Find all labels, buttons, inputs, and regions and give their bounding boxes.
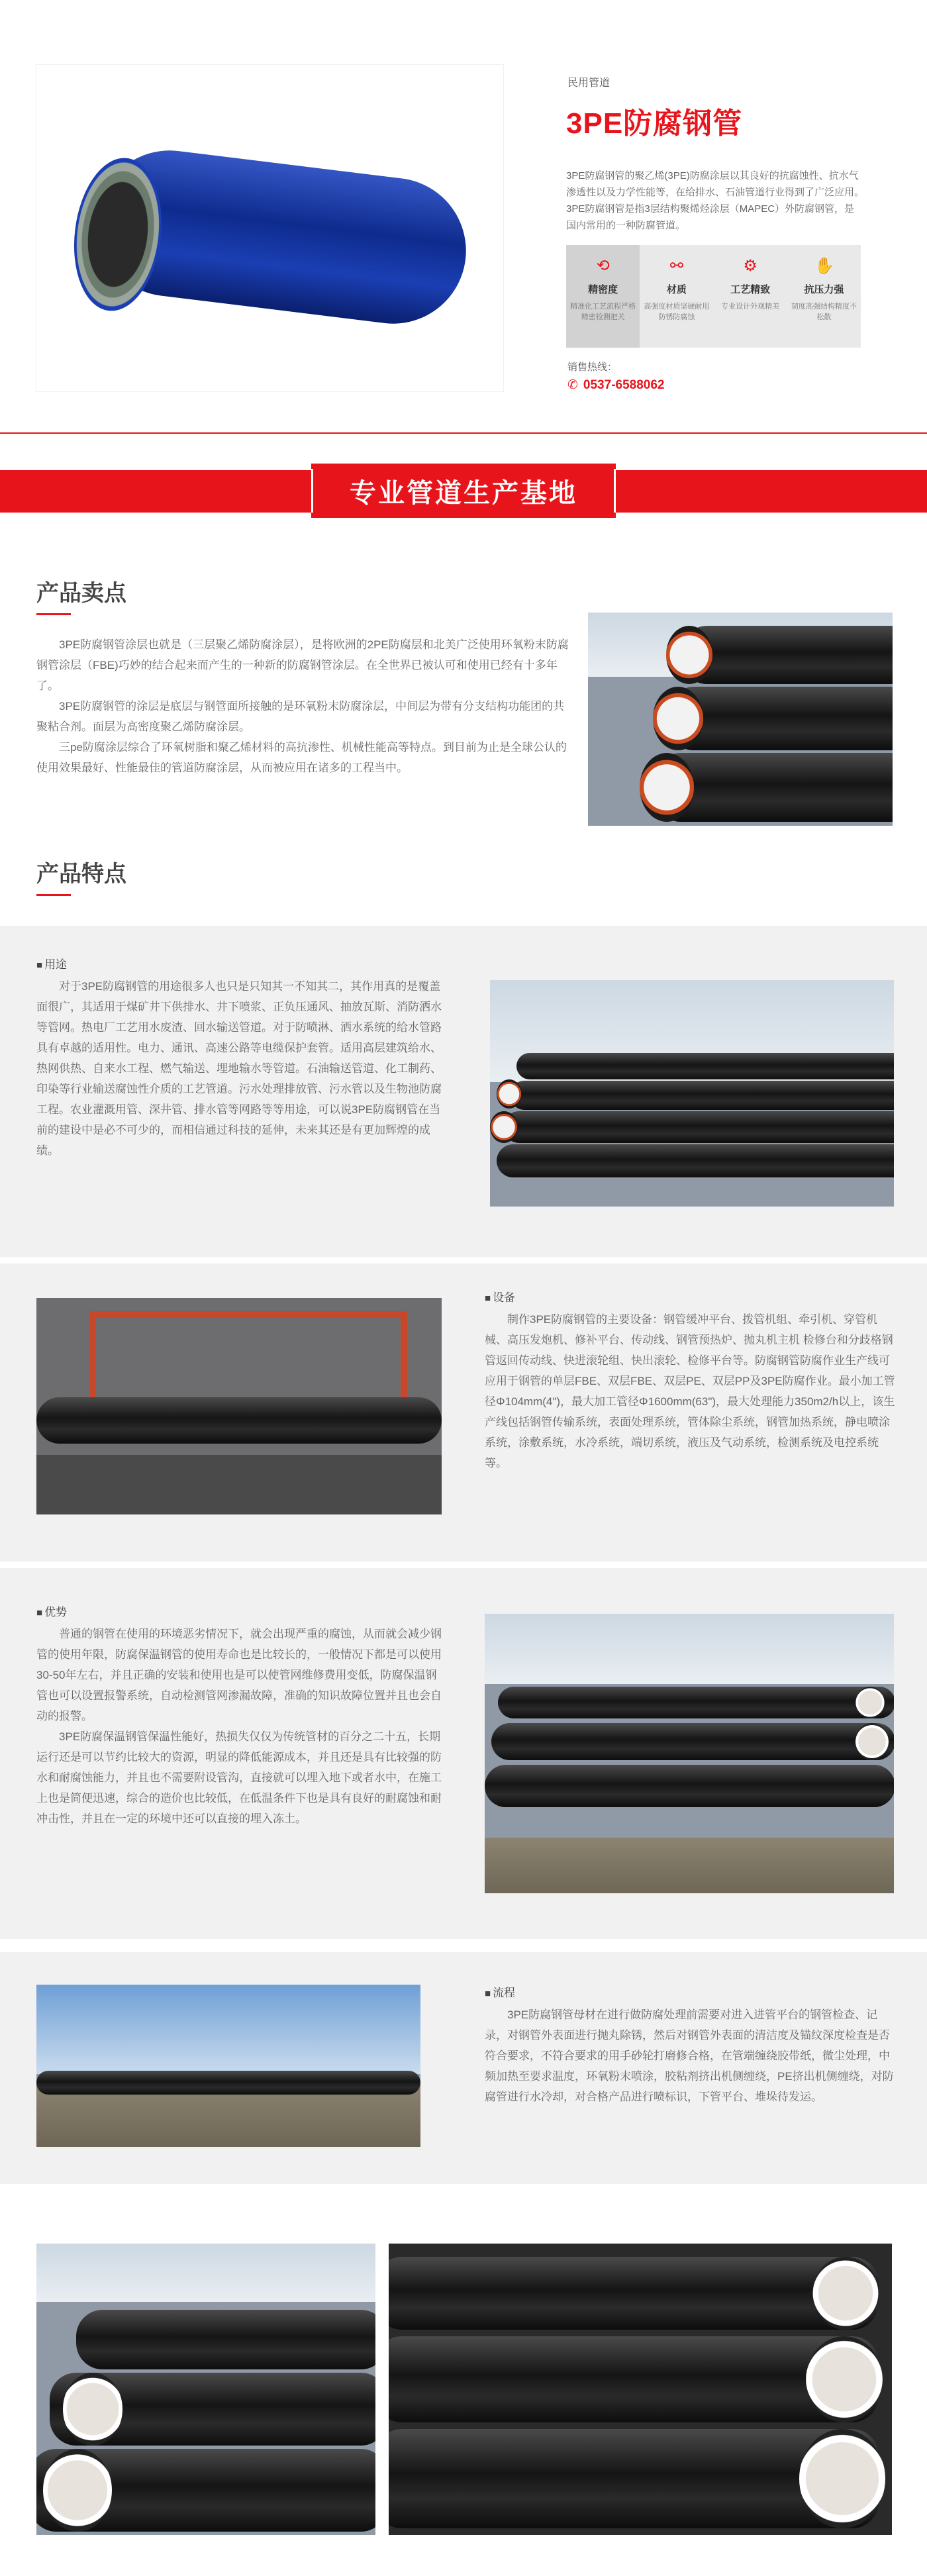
material-icon: ⚯ [669, 257, 683, 275]
photo-production-line [36, 1298, 442, 1514]
paragraph: 3PE防腐钢管母材在进行做防腐处理前需要对进入进管平台的钢管检查、记录，对钢管外表面进行抛丸除锈，然后对钢管外表面的清洁度及锚纹深度检查是否符合要求，不符合要求的用手砂轮打磨修合格，在管端缠绕胶带纸，微尘处理，中频加热至要求温度，环氧粉末喷涂，胶粘剂挤出机侧缠绕，PE挤出机侧缠绕，对防腐管进行水冷却，对合格产品进行喷标识，下管平台、堆垛待发运。 [485, 2008, 894, 2103]
section-heading-features: 产品特点 [36, 856, 126, 888]
product-description: 3PE防腐钢管的聚乙烯(3PE)防腐涂层以其良好的抗腐蚀性、抗水气渗透性以及力学性能等，在给排水、石油管道行业得到了广泛应用。3PE防腐钢管是指3层结构聚烯烃涂层（MAPEC）外防腐钢管，是国内常用的一种防腐管道。 [566, 170, 865, 231]
craft-icon: ⚙ [743, 257, 757, 275]
banner-title: 专业管道生产基地 [311, 464, 616, 518]
feature-material [640, 245, 713, 348]
precision-icon: ⟲ [596, 257, 610, 275]
paragraph: 3PE防腐钢管的涂层是底层与钢管面所接触的是环氧粉末防腐涂层，中间层为带有分支结构功能团的共聚粘合剂。面层为高密度聚乙烯防腐涂层。 [36, 700, 565, 733]
pressure-icon: ✋ [814, 257, 835, 275]
feature-title: 抗压力强 [804, 284, 844, 295]
block-label: ■ 流程 [485, 1983, 515, 2000]
paragraph: 普通的钢管在使用的环境恶劣情况下，就会出现严重的腐蚀，从而就会减少钢管的使用年限，防腐保温钢管的使用寿命也是比较长的，一般情况下都是可以使用30-50年左右，并且正确的安装和使用也是可以使管网维修费用变低，防腐保温钢管也可以设置报警系统，自动检测管网渗漏故障，准确的知识故障位置并且也会自动的报警。 [36, 1628, 442, 1722]
category-tag: 民用管道 [567, 77, 610, 89]
block-label: ■ 设备 [485, 1288, 515, 1305]
photo-gallery-1 [36, 2244, 375, 2535]
process-text [485, 2005, 899, 2107]
paragraph: 对于3PE防腐钢管的用途很多人也只是只知其一不知其二，其作用真的是覆盖面很广，其适用于煤矿井下供排水、井下喷浆、正负压通风、抽放瓦斯、消防洒水等管网。热电厂工艺用水废渣、回水输送管道。对于防喷淋、洒水系统的给水管路具有卓越的适用性。电力、通讯、高速公路等电缆保护套管。适用高层建筑给水、热网供热、自来水工程、燃气输送、埋地输水等管道。石油输送管道、化工制药、印染等行业输送腐蚀性介质的工艺管道。污水处理排放管、污水管以及生物池防腐工程。农业灌溉用管、深井管、排水管等网路等等用途，可以说3PE防腐钢管在当前的建设中是必不可少的，而相信通过科技的延伸，未来其还是有更加辉煌的成绩。 [36, 980, 442, 1157]
block-label: ■ 用途 [36, 955, 67, 971]
hotline-number[interactable] [567, 377, 665, 393]
feature-desc: 专业设计外观精美 [721, 303, 780, 311]
photo-pipeline-installation [36, 1985, 420, 2147]
section-heading-selling-points: 产品卖点 [36, 575, 126, 607]
photo-gallery-2 [389, 2244, 892, 2535]
photo-pipe-yard [588, 613, 893, 826]
paragraph: 制作3PE防腐钢管的主要设备：钢管缓冲平台、拨管机组、牵引机、穿管机械、高压发炮机、修补平台、传动线、钢管预热炉、抛丸机主机 检修台和分歧格钢管返回传动线、快进滚轮组、快出滚轮、检修平台等。防腐钢管防腐作业生产线可应用于钢管的单层FBE、双层FBE、双层PE、双层PP及3PE防腐作业。最小加工管径Φ104mm(4")，最大加工管径Φ1600mm(63")，最大处理能力350m2/h以上，该生产线包括钢管传输系统，表面处理系统，管体除尘系统，钢管加热系统，静电喷涂系统，涂敷系统，水冷系统，端切系统，液压及气动系统，检测系统及电控系统等。 [485, 1313, 895, 1469]
feature-panel [566, 245, 861, 348]
feature-desc: 韧度高强结构精度不松散 [791, 303, 857, 321]
paragraph: 3PE防腐钢管涂层也就是（三层聚乙烯防腐涂层），是将欧洲的2PE防腐层和北美广泛使用环氧粉末防腐钢管涂层（FBE)巧妙的结合起来而产生的一种新的防腐钢管涂层。在全世界已被认可和使用已经有十多年了。 [36, 638, 569, 692]
hotline-label: 销售热线： [567, 362, 618, 373]
block-label: ■ 优势 [36, 1603, 67, 1619]
feature-craft [714, 245, 787, 348]
feature-title: 精密度 [588, 284, 618, 295]
paragraph: 3PE防腐保温钢管保温性能好，热损失仅仅为传统管材的百分之二十五，长期运行还是可以节约比较大的资源，明显的降低能源成本，并且还是具有比较强的防水和耐腐蚀能力，并且也不需要附设管沟，直接就可以埋入地下或者水中，在施工上也是简便迅速，综合的造价也比较低，在低温条件下也是具有良好的耐腐蚀和耐冲击性，并且在一定的环境中还可以直接的埋入冻土。 [36, 1730, 442, 1825]
product-title: 3PE防腐钢管 [566, 107, 743, 140]
phone-icon: ✆ [567, 378, 578, 392]
photo-pipe-stack [490, 980, 894, 1207]
photo-pipe-field [485, 1614, 894, 1893]
feature-desc: 精准化工艺流程严格精密检测把关 [570, 303, 636, 321]
selling-points-text [36, 634, 573, 778]
feature-title: 材质 [666, 284, 687, 295]
feature-title: 工艺精致 [730, 284, 771, 295]
feature-desc: 高强度材质坚硬耐用防锈防腐蚀 [644, 303, 710, 321]
usage-text [36, 976, 445, 1161]
feature-precision [566, 245, 640, 348]
advantages-text [36, 1624, 445, 1829]
paragraph: 三pe防腐涂层综合了环氧树脂和聚乙烯材料的高抗渗性、机械性能高等特点。到目前为止是全球公认的使用效果最好、性能最佳的管道防腐涂层，从而被应用在诸多的工程当中。 [36, 741, 567, 774]
feature-pressure [787, 245, 861, 348]
equipment-text [485, 1309, 899, 1473]
divider [0, 432, 927, 434]
hotline-value: 0537-6588062 [583, 378, 665, 392]
product-image [36, 65, 503, 391]
